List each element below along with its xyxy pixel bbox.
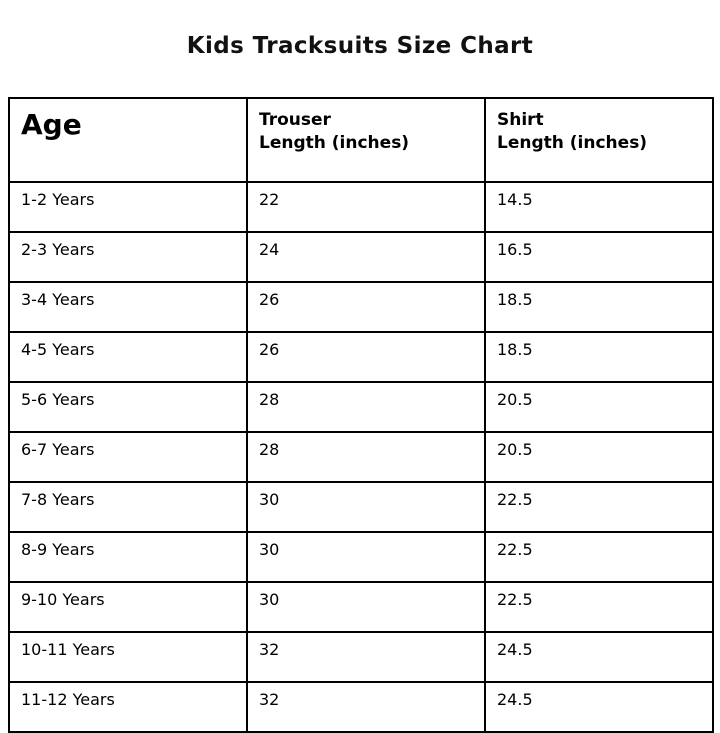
cell-shirt-length: 14.5 (485, 182, 713, 232)
table-row (9, 182, 713, 232)
cell-trouser-length: 28 (247, 432, 485, 482)
cell-age: 9-10 Years (9, 582, 247, 632)
cell-age: 1-2 Years (9, 182, 247, 232)
cell-shirt-length: 22.5 (485, 532, 713, 582)
column-header-age-line1: Age (21, 108, 82, 141)
cell-trouser-length: 30 (247, 482, 485, 532)
cell-trouser-length: 28 (247, 382, 485, 432)
table-row (9, 282, 713, 332)
table-row (9, 532, 713, 582)
cell-shirt-length: 18.5 (485, 332, 713, 382)
cell-shirt-length: 20.5 (485, 382, 713, 432)
cell-age: 3-4 Years (9, 282, 247, 332)
cell-age: 7-8 Years (9, 482, 247, 532)
cell-age: 10-11 Years (9, 632, 247, 682)
table-header-row (9, 98, 713, 182)
table-body (9, 182, 713, 732)
column-header-trouser-line2: Length (inches) (259, 132, 410, 153)
cell-shirt-length: 16.5 (485, 232, 713, 282)
cell-trouser-length: 26 (247, 332, 485, 382)
cell-age: 4-5 Years (9, 332, 247, 382)
cell-trouser-length: 32 (247, 632, 485, 682)
cell-shirt-length: 24.5 (485, 632, 713, 682)
column-header-trouser-length (247, 98, 485, 182)
table-row (9, 332, 713, 382)
cell-trouser-length: 32 (247, 682, 485, 732)
page-title: Kids Tracksuits Size Chart (186, 33, 534, 59)
table-row (9, 382, 713, 432)
table-row (9, 482, 713, 532)
column-header-age (9, 98, 247, 182)
cell-age: 8-9 Years (9, 532, 247, 582)
table-header (9, 98, 713, 182)
cell-trouser-length: 30 (247, 532, 485, 582)
cell-shirt-length: 24.5 (485, 682, 713, 732)
size-chart-table (8, 97, 714, 733)
table-row (9, 682, 713, 732)
cell-age: 6-7 Years (9, 432, 247, 482)
cell-shirt-length: 22.5 (485, 582, 713, 632)
cell-age: 5-6 Years (9, 382, 247, 432)
cell-trouser-length: 22 (247, 182, 485, 232)
cell-shirt-length: 22.5 (485, 482, 713, 532)
cell-trouser-length: 30 (247, 582, 485, 632)
column-header-shirt-line2: Length (inches) (497, 132, 648, 153)
cell-shirt-length: 18.5 (485, 282, 713, 332)
column-header-shirt-line1: Shirt (497, 110, 544, 130)
table-row (9, 582, 713, 632)
cell-age: 2-3 Years (9, 232, 247, 282)
size-chart-table-container (8, 97, 712, 733)
column-header-shirt-length (485, 98, 713, 182)
table-row (9, 232, 713, 282)
table-row (9, 432, 713, 482)
column-header-trouser-line1: Trouser (259, 110, 331, 130)
table-row (9, 632, 713, 682)
cell-trouser-length: 24 (247, 232, 485, 282)
cell-age: 11-12 Years (9, 682, 247, 732)
cell-shirt-length: 20.5 (485, 432, 713, 482)
cell-trouser-length: 26 (247, 282, 485, 332)
